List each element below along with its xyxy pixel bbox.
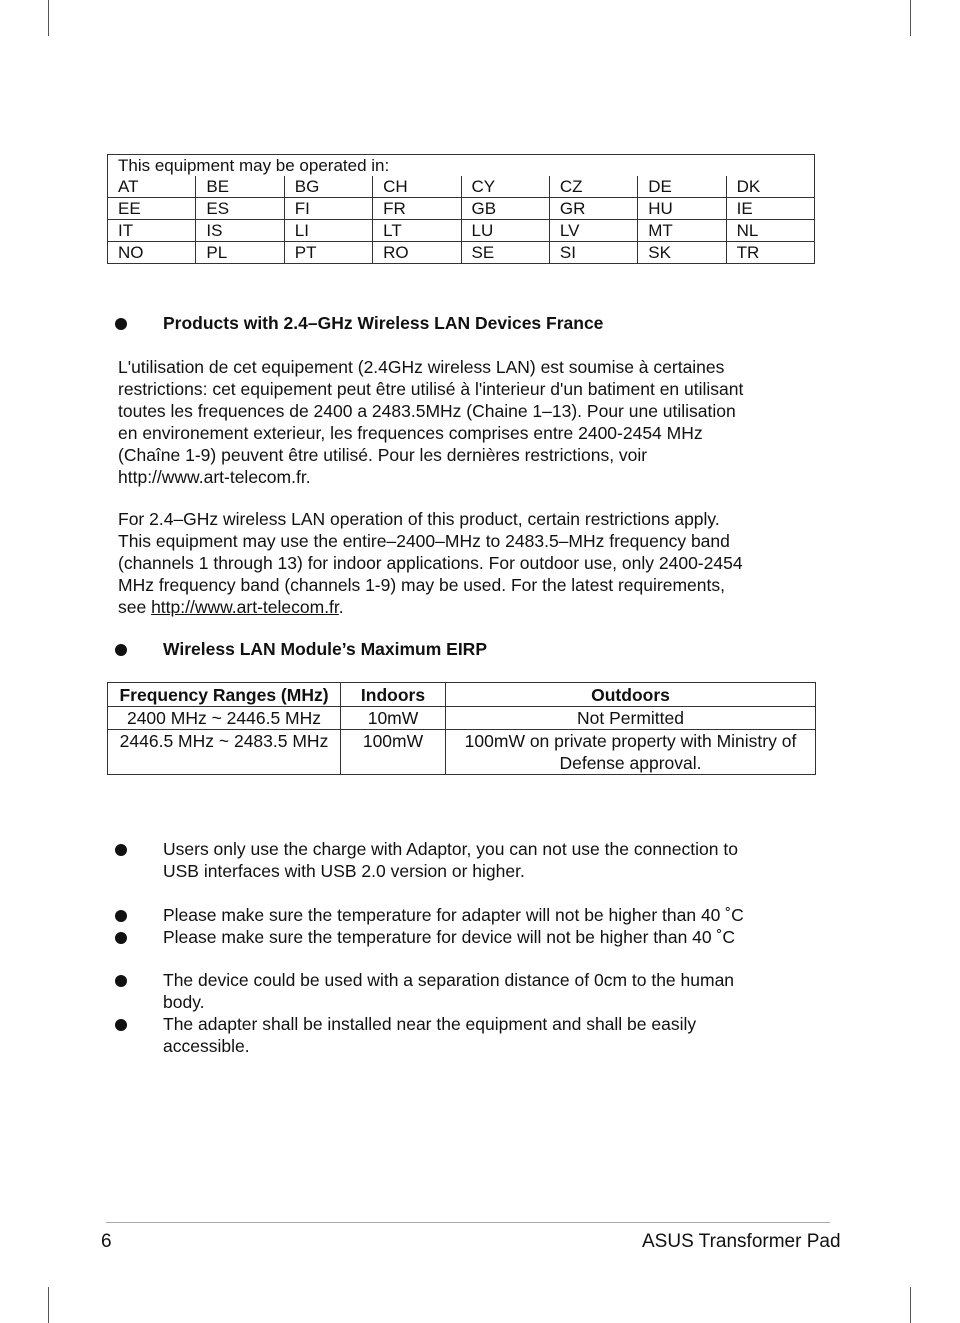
table-row [108, 198, 815, 220]
table-cell: 100mW [341, 730, 446, 775]
country-cell: FR [373, 198, 461, 220]
table-cell: 2400 MHz ~ 2446.5 MHz [108, 707, 341, 730]
eirp-table [107, 682, 816, 775]
paragraph-line: This equipment may use the entire–2400–MHz to 2483.5–MHz frequency band [118, 531, 730, 551]
country-cell: GR [549, 198, 637, 220]
table-row [108, 176, 815, 198]
bullet-icon [115, 844, 127, 856]
note-line: Users only use the charge with Adaptor, you can not use the connection to [163, 839, 738, 859]
paragraph-line: http://www.art-telecom.fr. [118, 467, 311, 487]
table-cell: 10mW [341, 707, 446, 730]
link-suffix: . [338, 597, 344, 617]
column-header: Indoors [341, 683, 446, 707]
paragraph-line: restrictions: cet equipement peut être utilisé à l'interieur d'un batiment en utilisant [118, 379, 744, 399]
country-cell: PL [196, 242, 284, 264]
country-cell: MT [638, 220, 726, 242]
paragraph-line: For 2.4–GHz wireless LAN operation of this product, certain restrictions apply. [118, 509, 720, 529]
bullet-icon [115, 318, 127, 330]
country-cell: PT [284, 242, 372, 264]
paragraph-line: en environement exterieur, les frequences comprises entre 2400-2454 MHz [118, 423, 703, 443]
country-cell: SK [638, 242, 726, 264]
france-heading: Products with 2.4–GHz Wireless LAN Devices France [163, 313, 604, 333]
note-line: The adapter shall be installed near the equipment and shall be easily [163, 1014, 697, 1034]
note-line: accessible. [163, 1036, 250, 1056]
bullet-icon [115, 975, 127, 987]
crop-mark [910, 0, 911, 36]
country-cell: TR [726, 242, 814, 264]
country-cell: DK [726, 176, 814, 198]
table-row [108, 220, 815, 242]
country-cell: FI [284, 198, 372, 220]
country-cell: SE [461, 242, 549, 264]
country-cell: IS [196, 220, 284, 242]
country-cell: BE [196, 176, 284, 198]
table-cell: 100mW on private property with Ministry of Defense approval. [446, 730, 816, 775]
countries-table [107, 154, 815, 264]
paragraph-line: L'utilisation de cet equipement (2.4GHz wireless LAN) est soumise à certaines [118, 357, 725, 377]
table-row [108, 242, 815, 264]
country-cell: LV [549, 220, 637, 242]
paragraph-line: (Chaîne 1-9) peuvent être utilisé. Pour les dernières restrictions, voir [118, 445, 648, 465]
table-cell: 2446.5 MHz ~ 2483.5 MHz [108, 730, 341, 775]
table-header-row [108, 683, 816, 707]
country-cell: CZ [549, 176, 637, 198]
bullet-icon [115, 644, 127, 656]
crop-mark [48, 1287, 49, 1323]
country-cell: DE [638, 176, 726, 198]
country-cell: NO [108, 242, 196, 264]
bullet-icon [115, 1019, 127, 1031]
country-cell: LI [284, 220, 372, 242]
country-cell: SI [549, 242, 637, 264]
note-line: The device could be used with a separation distance of 0cm to the human [163, 970, 735, 990]
paragraph-line: (channels 1 through 13) for indoor applications. For outdoor use, only 2400-2454 [118, 553, 743, 573]
paragraph-line [118, 596, 818, 618]
country-cell: HU [638, 198, 726, 220]
crop-mark [910, 1287, 911, 1323]
country-cell: IT [108, 220, 196, 242]
column-header: Frequency Ranges (MHz) [108, 683, 341, 707]
english-paragraph [118, 508, 818, 618]
note-line: body. [163, 992, 205, 1012]
country-cell: CY [461, 176, 549, 198]
country-cell: RO [373, 242, 461, 264]
footer-divider [106, 1222, 830, 1223]
crop-mark [48, 0, 49, 36]
page-number: 6 [101, 1231, 112, 1252]
country-cell: AT [108, 176, 196, 198]
paragraph-line: MHz frequency band (channels 1-9) may be used. For the latest requirements, [118, 575, 725, 595]
country-cell: NL [726, 220, 814, 242]
table-row [108, 707, 816, 730]
table-row [108, 730, 816, 775]
countries-heading: This equipment may be operated in: [108, 155, 815, 177]
paragraph-line: toutes les frequences de 2400 a 2483.5MHz (Chaine 1–13). Pour une utilisation [118, 401, 736, 421]
note-line: Please make sure the temperature for adapter will not be higher than 40 ˚C [163, 905, 744, 925]
eirp-heading: Wireless LAN Module’s Maximum EIRP [163, 639, 487, 659]
french-paragraph [118, 356, 818, 488]
country-cell: CH [373, 176, 461, 198]
country-cell: BG [284, 176, 372, 198]
country-cell: EE [108, 198, 196, 220]
country-cell: ES [196, 198, 284, 220]
note-line: USB interfaces with USB 2.0 version or higher. [163, 861, 525, 881]
bullet-icon [115, 932, 127, 944]
country-cell: IE [726, 198, 814, 220]
country-cell: GB [461, 198, 549, 220]
column-header: Outdoors [446, 683, 816, 707]
art-telecom-link[interactable]: http://www.art-telecom.fr [151, 597, 339, 617]
country-cell: LT [373, 220, 461, 242]
note-line: Please make sure the temperature for device will not be higher than 40 ˚C [163, 927, 735, 947]
country-cell: LU [461, 220, 549, 242]
product-name: ASUS Transformer Pad [642, 1231, 841, 1252]
bullet-icon [115, 910, 127, 922]
see-prefix: see [118, 597, 152, 617]
table-cell: Not Permitted [446, 707, 816, 730]
